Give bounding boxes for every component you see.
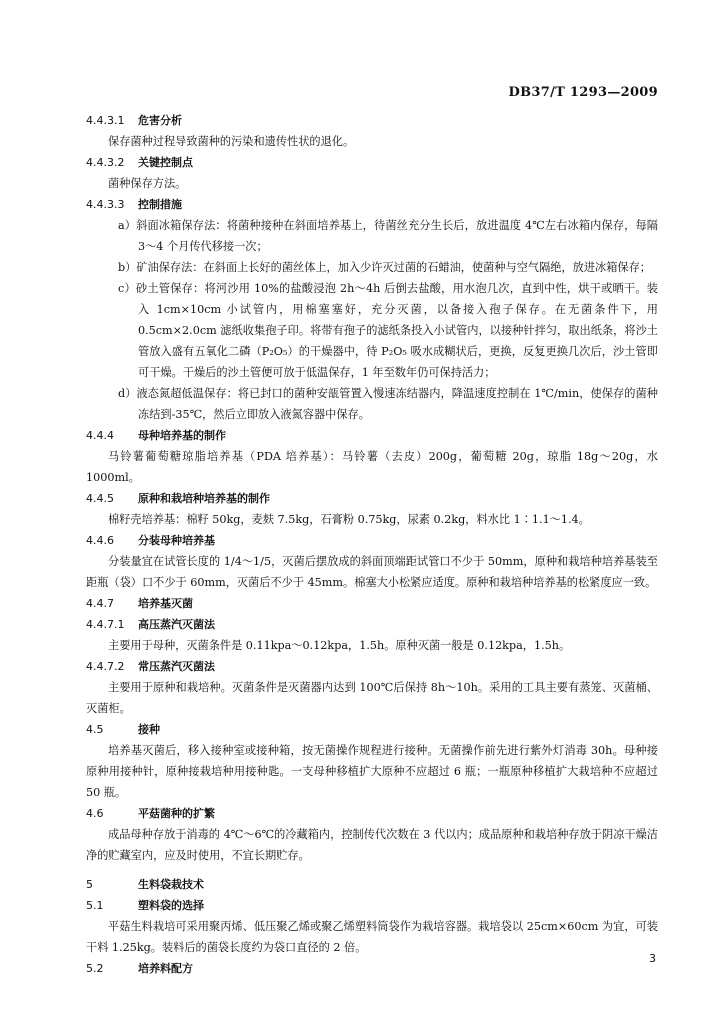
- section-title: 生料袋栽技术: [138, 878, 204, 891]
- section-number: 4.6: [86, 807, 104, 820]
- section-title: 高压蒸汽灭菌法: [138, 618, 215, 631]
- section-heading-4-4-5: [86, 488, 658, 509]
- paragraph: 培养基灭菌后，移入接种室或接种箱，按无菌操作规程进行接种。无菌操作前先进行紫外灯消毒 30h。母种接原种用接种针，原种接栽培种用接种匙。一支母种移植扩大原种不应超过 6 瓶；一瓶原种移植扩大栽培种不应超过 50 瓶。: [86, 744, 658, 799]
- page-number: 3: [649, 952, 656, 965]
- section-heading-4-4-7-2: [86, 656, 658, 677]
- section-title: 培养基灭菌: [138, 597, 193, 610]
- section-title: 控制措施: [138, 198, 182, 211]
- list-item: c）砂土管保存：将河沙用 10%的盐酸浸泡 2h～4h 后倒去盐酸，用水泡几次，直到中性，烘干或晒干。装入 1cm×10cm 小试管内，用棉塞塞好，充分灭菌，以备接入孢子保存。在无菌条件下，用 0.5cm×2.0cm 滤纸收集孢子印。将带有孢子的滤纸条投入小试管内，以接种针拌匀，取出纸条，将沙土管放入盛有五氧化二磷（P₂O₅）的干燥器中，待 P₂O₅ 吸水成糊状后，更换，反复更换几次后，沙土管即可干燥。干燥后的沙土管便可放于低温保存，1 年至数年仍可保持活力；: [118, 282, 658, 379]
- paragraph: 成品母种存放于消毒的 4℃～6℃的冷藏箱内，控制传代次数在 3 代以内；成品原种和栽培种存放于阴凉干燥洁净的贮藏室内，应及时使用，不宜长期贮存。: [86, 828, 658, 862]
- section-title: 关键控制点: [138, 156, 193, 169]
- section-number: 4.5: [86, 723, 104, 736]
- section-heading-5-2: [86, 958, 658, 979]
- section-heading-4-4-6: [86, 530, 658, 551]
- section-number: 5.2: [86, 962, 104, 975]
- section-title: 塑料袋的选择: [138, 899, 204, 912]
- standard-number: DB37/T 1293—2009: [508, 85, 658, 100]
- paragraph: 棉籽壳培养基：棉籽 50kg，麦麸 7.5kg，石膏粉 0.75kg，尿素 0.2kg，料水比 1∶1.1～1.4。: [108, 513, 590, 526]
- section-heading-4-4-4: [86, 425, 658, 446]
- section-title: 母种培养基的制作: [138, 429, 226, 442]
- list-item: a）斜面冰箱保存法：将菌种接种在斜面培养基上，待菌丝充分生长后，放进温度 4℃左右冰箱内保存，每隔 3～4 个月传代移接一次；: [118, 219, 658, 253]
- list-item: d）液态氮超低温保存：将已封口的菌种安瓿管置入慢速冻结器内，降温速度控制在 1℃/min，使保存的菌种冻结到-35℃，然后立即放入液氮容器中保存。: [118, 387, 658, 421]
- section-heading-4-5: [86, 719, 658, 740]
- section-title: 平菇菌种的扩繁: [138, 807, 215, 820]
- section-number: 4.4.4: [86, 429, 114, 442]
- section-heading-4-4-7: [86, 593, 658, 614]
- section-title: 危害分析: [138, 114, 182, 127]
- section-heading-5: [86, 874, 658, 895]
- section-title: 原种和栽培种培养基的制作: [138, 492, 270, 505]
- section-title: 接种: [138, 723, 160, 736]
- paragraph: 主要用于母种，灭菌条件是 0.11kpa～0.12kpa，1.5h。原种灭菌一般是 0.12kpa，1.5h。: [108, 639, 571, 652]
- section-number: 4.4.3.2: [86, 156, 125, 169]
- paragraph: 保存菌种过程导致菌种的污染和遗传性状的退化。: [108, 135, 355, 148]
- paragraph: 主要用于原种和栽培种。灭菌条件是灭菌器内达到 100℃后保持 8h～10h。采用的工具主要有蒸笼、灭菌桶、灭菌柜。: [86, 681, 658, 715]
- section-title: 分装母种培养基: [138, 534, 215, 547]
- section-heading-4-4-3-2: [86, 152, 658, 173]
- section-heading-4-4-7-1: [86, 614, 658, 635]
- section-number: 4.4.7.2: [86, 660, 125, 673]
- section-number: 5.1: [86, 899, 104, 912]
- paragraph: 马铃薯葡萄糖琼脂培养基（PDA 培养基）：马铃薯（去皮）200g，葡萄糖 20g，琼脂 18g～20g，水 1000ml。: [86, 450, 658, 484]
- document-body: [86, 110, 658, 979]
- section-number: 5: [86, 878, 93, 891]
- section-heading-5-1: [86, 895, 658, 916]
- section-number: 4.4.7.1: [86, 618, 125, 631]
- section-number: 4.4.3.1: [86, 114, 125, 127]
- section-heading-4-6: [86, 803, 658, 824]
- paragraph: 菌种保存方法。: [108, 177, 187, 190]
- section-number: 4.4.5: [86, 492, 114, 505]
- section-number: 4.4.7: [86, 597, 114, 610]
- paragraph: 平菇生料栽培可采用聚丙烯、低压聚乙烯或聚乙烯塑料筒袋作为栽培容器。栽培袋以 25cm×60cm 为宜，可装干料 1.25kg。装料后的菌袋长度约为袋口直径的 2 倍。: [86, 920, 658, 954]
- section-heading-4-4-3-1: [86, 110, 658, 131]
- section-number: 4.4.6: [86, 534, 114, 547]
- section-title: 常压蒸汽灭菌法: [138, 660, 215, 673]
- section-heading-4-4-3-3: [86, 194, 658, 215]
- list-item: b）矿油保存法：在斜面上长好的菌丝体上，加入少许灭过菌的石蜡油，使菌种与空气隔绝，放进冰箱保存；: [118, 261, 651, 274]
- section-title: 培养料配方: [138, 962, 193, 975]
- section-number: 4.4.3.3: [86, 198, 125, 211]
- paragraph: 分装量宜在试管长度的 1/4～1/5，灭菌后摆放成的斜面顶端距试管口不少于 50mm，原种和栽培种培养基装至距瓶（袋）口不少于 60mm，灭菌后不少于 45mm。棉塞大小松紧应适度。原种和栽培种培养基的松紧度应一致。: [86, 555, 658, 589]
